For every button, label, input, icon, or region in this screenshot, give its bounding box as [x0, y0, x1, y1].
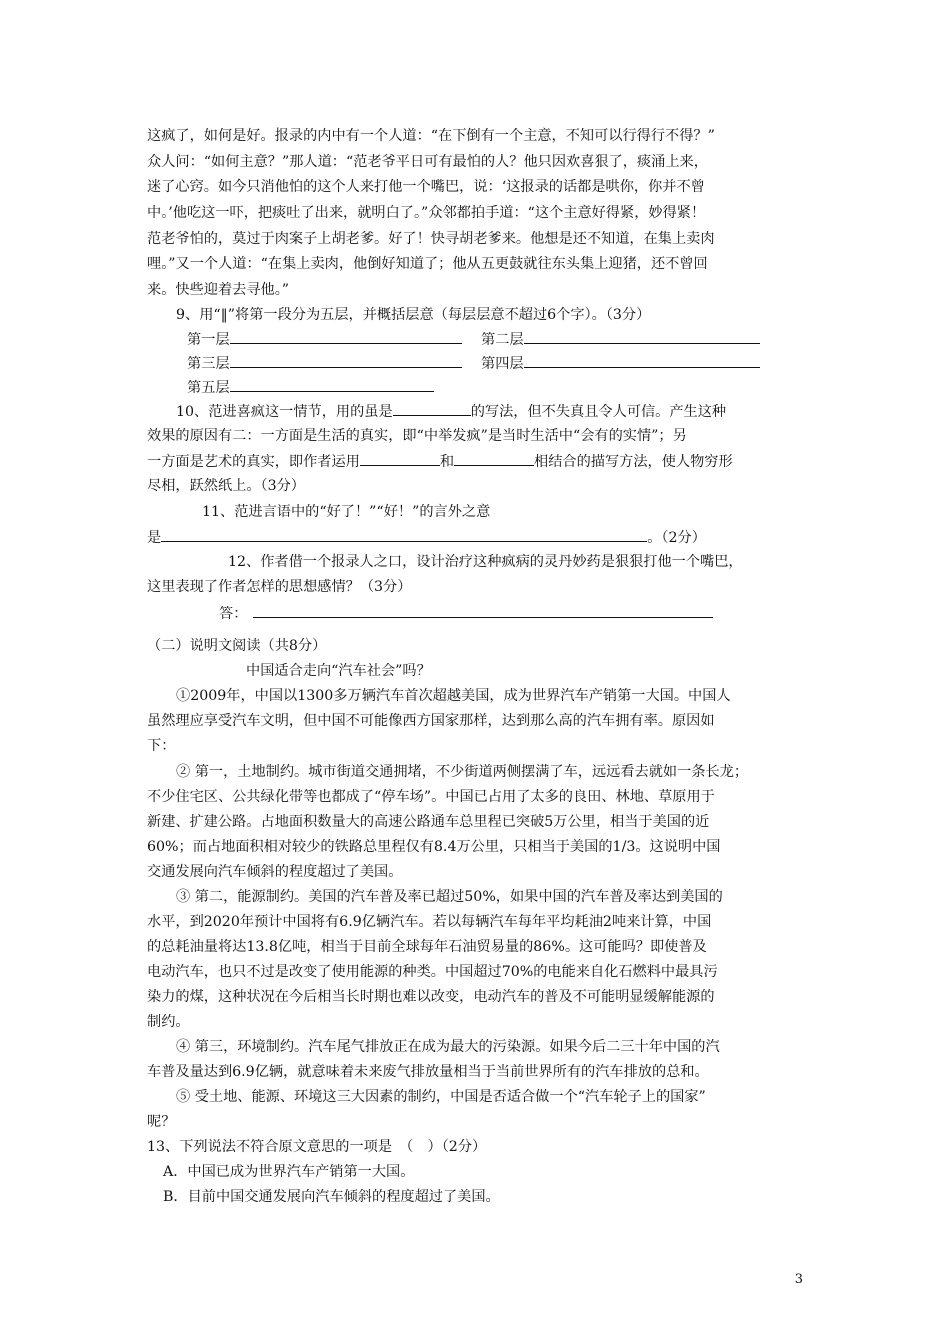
- passage-line: 迷了心窍。如今只消他怕的这个人来打他一个嘴巴，说：‘这报录的话都是哄你，你并不曾: [147, 179, 705, 195]
- q10-text: 和: [439, 454, 455, 470]
- answer-label: 答：: [219, 606, 248, 622]
- layer-label: 第二层: [481, 332, 524, 348]
- answer-blank[interactable]: [393, 401, 471, 416]
- article-line: 下：: [147, 738, 176, 754]
- q9-layer-3: [187, 353, 462, 374]
- article-line: 制约。: [147, 1014, 190, 1030]
- question-9: 9、用“‖”将第一段分为五层，并概括层意（每层层意不超过6个字）。（3分）: [176, 307, 651, 323]
- question-10-line-2: 效果的原因有二：一方面是生活的真实，即“中举发疯”是当时生活中“会有的实情”；另: [147, 428, 687, 444]
- passage-line: 这疯了，如何是好。报录的内中有一个人道：“在下倒有一个主意，不知可以行得行不得？”: [147, 128, 715, 144]
- layer-label: 第三层: [187, 356, 230, 372]
- page-number: 3: [794, 1272, 803, 1287]
- q9-layer-5: [187, 377, 434, 398]
- q10-text: 的写法，但不失真且令人可信。产生这种: [470, 404, 727, 420]
- article-line: ①2009年，中国以1300多万辆汽车首次超越美国，成为世界汽车产销第一大国。中国人: [176, 688, 731, 704]
- layer-label: 第一层: [187, 332, 230, 348]
- answer-blank[interactable]: [253, 603, 713, 618]
- answer-blank[interactable]: [230, 329, 462, 344]
- article-line: ④ 第三，环境制约。汽车尾气排放正在成为最大的污染源。如果今后二三十年中国的汽: [176, 1039, 720, 1055]
- layer-label: 第五层: [187, 380, 230, 396]
- article-line: ③ 第二，能源制约。美国的汽车普及率已超过50%，如果中国的汽车普及率达到美国的: [176, 889, 723, 905]
- q10-text: 一方面是艺术的真实，即作者运用: [147, 454, 360, 470]
- question-10-line-4: 尽相，跃然纸上。（3分）: [147, 478, 305, 494]
- article-line: 新建、扩建公路。占地面积数量大的高速公路通车总里程已突破5万公里，相当于美国的近: [147, 814, 710, 830]
- question-12-line-2: 这里表现了作者怎样的思想感情？（3分）: [147, 579, 412, 595]
- article-line: 车普及量达到6.9亿辆，就意味着未来废气排放量相当于当前世界所有的汽车排放的总和。: [147, 1064, 709, 1080]
- article-line: 60%；而占地面积相对较少的铁路总里程仅有8.4万公里，只相当于美国的1/3。这说明中国: [147, 839, 721, 855]
- answer-blank[interactable]: [230, 377, 434, 392]
- article-line: 虽然理应享受汽车文明，但中国不可能像西方国家那样，达到那么高的汽车拥有率。原因如: [147, 713, 715, 729]
- q9-layer-4: [481, 353, 760, 374]
- q9-layer-1: [187, 329, 462, 350]
- answer-blank[interactable]: [454, 451, 534, 466]
- q11-text: 。（2分）: [647, 530, 706, 546]
- passage-line: 中。’他吃这一吓，把痰吐了出来，就明白了。”众邻都拍手道：“这个主意好得紧，妙得紧！: [147, 205, 706, 221]
- passage-line: 来。快些迎着去寻他。”: [147, 282, 290, 298]
- question-13: 13、下列说法不符合原文意思的一项是 （ ）（2分）: [147, 1139, 487, 1155]
- question-11-line-2: [147, 527, 706, 548]
- answer-blank[interactable]: [360, 451, 440, 466]
- answer-blank[interactable]: [230, 353, 462, 368]
- question-11-line-1: 11、范进言语中的“好了！”“好！”的言外之意: [202, 504, 491, 520]
- article-line: 交通发展向汽车倾斜的程度超过了美国。: [147, 864, 403, 880]
- question-10-line-3: [147, 451, 733, 472]
- q9-layer-2: [481, 329, 760, 350]
- article-line: 水平，到2020年预计中国将有6.9亿辆汽车。若以每辆汽车每年平均耗油2吨来计算，中国: [147, 914, 712, 930]
- answer-blank[interactable]: [161, 527, 647, 542]
- question-12-line-1: 12、作者借一个报录人之口，设计治疗这种疯病的灵丹妙药是狠狠打他一个嘴巴，: [228, 554, 743, 570]
- q10-text: 相结合的描写方法，使人物穷形: [534, 454, 733, 470]
- article-title: 中国适合走向“汽车社会”吗？: [246, 663, 431, 679]
- article-line: 呢？: [147, 1114, 176, 1130]
- q11-text: 是: [147, 530, 162, 546]
- article-line: 的总耗油量将达13.8亿吨，相当于目前全球每年石油贸易量的86%。这可能吗？即使普及: [147, 939, 707, 955]
- layer-label: 第四层: [481, 356, 524, 372]
- question-10-line-1: [176, 401, 726, 422]
- article-line: ⑤ 受土地、能源、环境这三大因素的制约，中国是否适合做一个“汽车轮子上的国家”: [176, 1089, 706, 1105]
- passage-line: 哩。”又一个人道：“在集上卖肉，他倒好知道了；他从五更鼓就往东头集上迎猪，还不曾回: [147, 256, 708, 272]
- article-line: 不少住宅区、公共绿化带等也都成了“停车场”。中国已占用了太多的良田、林地、草原用于: [147, 789, 715, 805]
- answer-blank[interactable]: [524, 329, 760, 344]
- article-line: ② 第一，土地制约。城市街道交通拥堵，不少街道两侧摆满了车，远远看去就如一条长龙；: [176, 764, 749, 780]
- article-line: 电动汽车，也只不过是改变了使用能源的种类。中国超过70%的电能来自化石燃料中最具污: [147, 964, 718, 980]
- article-line: 染力的煤，这种状况在今后相当长时期也难以改变，电动汽车的普及不可能明显缓解能源的: [147, 989, 715, 1005]
- passage-line: 众人问：“如何主意？”那人道：“范老爷平日可有最怕的人？他只因欢喜狠了，痰涌上来，: [147, 154, 708, 170]
- passage-line: 范老爷怕的，莫过于肉案子上胡老爹。好了！快寻胡老爹来。他想是还不知道，在集上卖肉: [147, 231, 715, 247]
- answer-blank[interactable]: [524, 353, 760, 368]
- option-a[interactable]: A．中国已成为世界汽车产销第一大国。: [163, 1164, 415, 1180]
- option-b[interactable]: B．目前中国交通发展向汽车倾斜的程度超过了美国。: [163, 1189, 500, 1205]
- question-12-answer: [219, 603, 713, 624]
- section-heading: （二）说明文阅读（共8分）: [147, 638, 327, 654]
- q10-text: 10、范进喜疯这一情节，用的虽是: [176, 404, 393, 420]
